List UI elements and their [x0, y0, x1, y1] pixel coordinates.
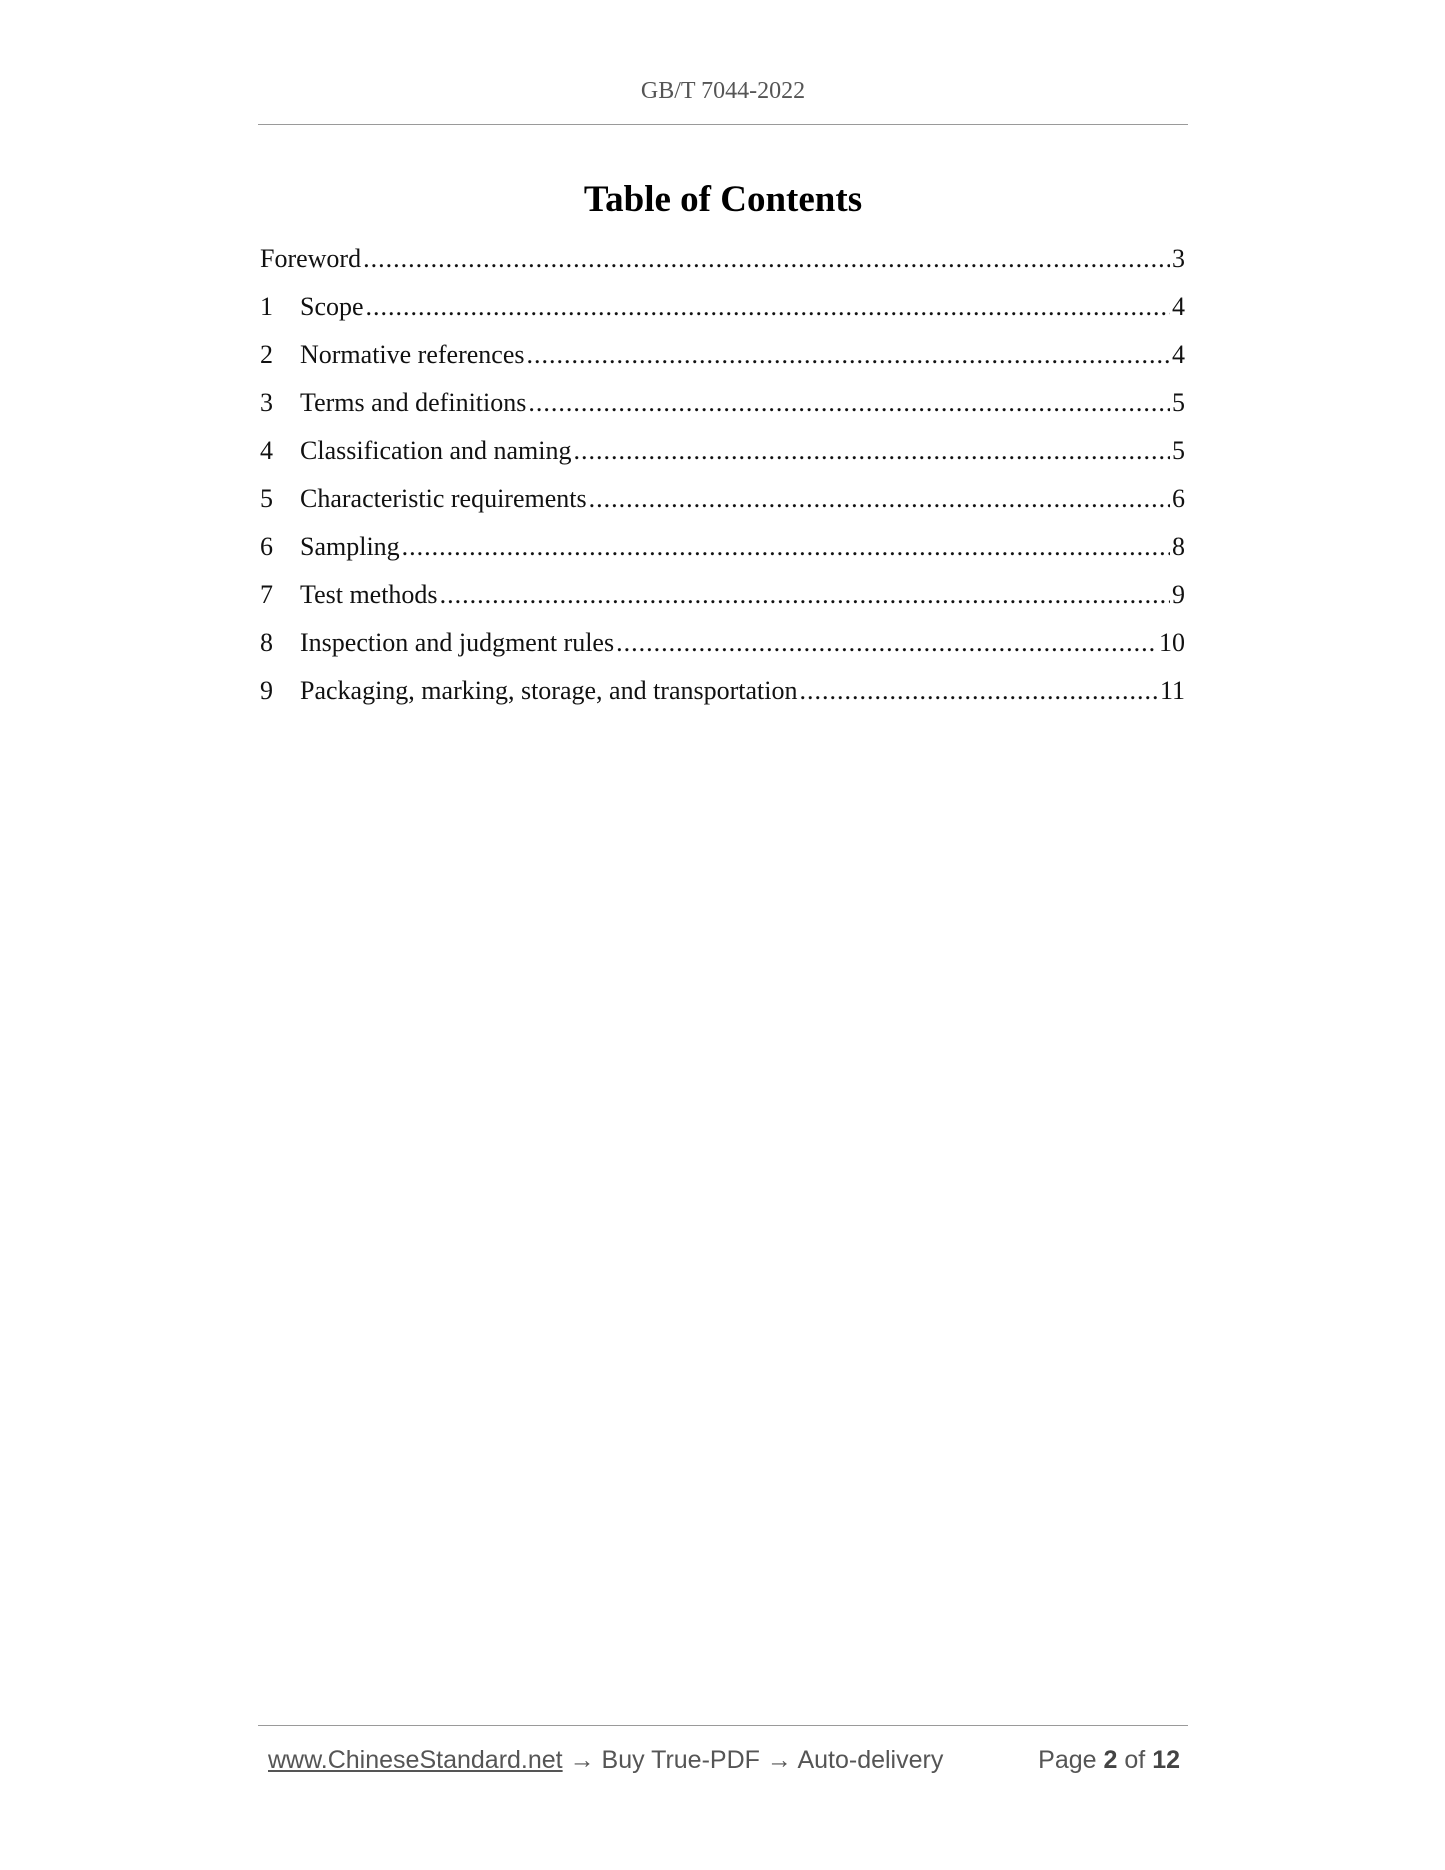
toc-entry-page: 3: [1172, 244, 1185, 273]
toc-entry-number: 4: [260, 436, 273, 465]
toc-leader-dots: [526, 340, 1170, 370]
toc-leader-dots: [589, 484, 1170, 514]
toc-entry-page: 4: [1172, 292, 1185, 321]
toc-entry-text: Characteristic requirements: [300, 484, 587, 513]
header-divider: [258, 124, 1188, 125]
toc-leader-dots: [616, 628, 1157, 658]
toc-list: [260, 244, 1185, 724]
toc-entry-page: 5: [1172, 388, 1185, 417]
toc-leader-dots: [366, 292, 1170, 322]
toc-leader-dots: [574, 436, 1170, 466]
toc-entry-number: 7: [260, 580, 273, 609]
chinesestandard-link[interactable]: www.ChineseStandard.net: [268, 1746, 563, 1774]
toc-entry-text: Terms and definitions: [300, 388, 527, 417]
toc-entry-number: 5: [260, 484, 273, 513]
toc-entry-page: 5: [1172, 436, 1185, 465]
toc-entry-characteristic-requirements[interactable]: [260, 484, 1185, 532]
footer-divider: [258, 1725, 1188, 1726]
toc-entry-number: 8: [260, 628, 273, 657]
page-of-label: of: [1124, 1746, 1146, 1774]
toc-entry-number: 9: [260, 676, 273, 705]
toc-entry-text: Classification and naming: [300, 436, 572, 465]
toc-leader-dots: [440, 580, 1170, 610]
toc-entry-text: Packaging, marking, storage, and transportation: [300, 676, 798, 705]
toc-entry-text: Sampling: [300, 532, 400, 561]
toc-entry-normative-references[interactable]: [260, 340, 1185, 388]
arrow-right-icon: →: [569, 1746, 595, 1774]
toc-entry-test-methods[interactable]: [260, 580, 1185, 628]
toc-entry-page: 9: [1172, 580, 1185, 609]
footer-purchase-line: [268, 1746, 943, 1775]
page-total: 12: [1152, 1746, 1180, 1774]
toc-entry-number: 1: [260, 292, 273, 321]
footer-step-delivery: Auto-delivery: [797, 1746, 944, 1774]
arrow-right-icon: →: [766, 1746, 792, 1774]
page-current: 2: [1103, 1746, 1118, 1774]
toc-entry-page: 8: [1172, 532, 1185, 561]
toc-entry-page: 4: [1172, 340, 1185, 369]
toc-entry-text: Test methods: [300, 580, 438, 609]
document-id-header: GB/T 7044-2022: [640, 78, 806, 104]
toc-leader-dots: [363, 244, 1170, 274]
toc-title: Table of Contents: [583, 179, 863, 220]
toc-entry-number: 3: [260, 388, 273, 417]
toc-entry-text: Foreword: [260, 244, 362, 273]
toc-entry-text: Scope: [300, 292, 364, 321]
toc-entry-number: 2: [260, 340, 273, 369]
toc-entry-sampling[interactable]: [260, 532, 1185, 580]
page-indicator: [1038, 1746, 1180, 1775]
toc-entry-number: 6: [260, 532, 273, 561]
toc-entry-terms-and-definitions[interactable]: [260, 388, 1185, 436]
toc-leader-dots: [799, 676, 1157, 706]
toc-entry-classification-and-naming[interactable]: [260, 436, 1185, 484]
toc-entry-foreword[interactable]: [260, 244, 1185, 292]
toc-entry-scope[interactable]: [260, 292, 1185, 340]
toc-entry-page: 10: [1159, 628, 1185, 657]
toc-entry-packaging-marking-storage-transportation[interactable]: [260, 676, 1185, 724]
toc-leader-dots: [528, 388, 1170, 418]
toc-entry-page: 11: [1159, 676, 1185, 705]
page-label: Page: [1038, 1746, 1097, 1774]
page-footer: [268, 1746, 1180, 1775]
toc-entry-text: Normative references: [300, 340, 525, 369]
toc-entry-text: Inspection and judgment rules: [300, 628, 615, 657]
toc-entry-page: 6: [1172, 484, 1185, 513]
toc-entry-inspection-and-judgment-rules[interactable]: [260, 628, 1185, 676]
footer-step-buy: Buy True-PDF: [601, 1746, 760, 1774]
toc-leader-dots: [402, 532, 1170, 562]
